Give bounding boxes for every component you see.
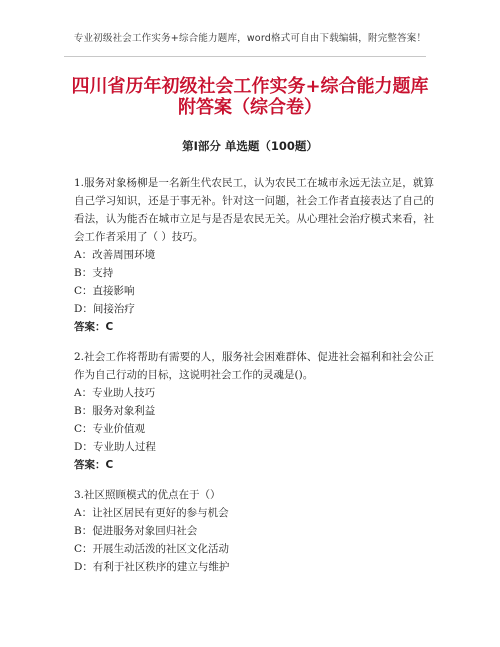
- question-item: [74, 174, 434, 336]
- answer-line: 答案：C: [74, 321, 114, 333]
- question-stem: 3.社区照顾模式的优点在于（）: [74, 489, 221, 501]
- option-c: C：专业价值观: [74, 423, 146, 435]
- question-list: [74, 174, 434, 588]
- question-item: [74, 348, 434, 474]
- answer-line: 答案：C: [74, 459, 114, 471]
- header-divider: [64, 56, 426, 57]
- question-stem: 1.服务对象杨柳是一名新生代农民工，认为农民工在城市永远无法立足，就算自己学习知识，还是于事无补。针对这一问题，社会工作者直接表达了自己的看法，认为能否在城市立足与是否是农民无关。从心理社会治疗模式来看，社会工作者采用了（ ）技巧。: [74, 177, 434, 243]
- option-a: A：专业助人技巧: [74, 387, 156, 399]
- document-title: [30, 76, 470, 118]
- option-a: A：让社区居民有更好的参与机会: [74, 507, 229, 519]
- option-d: D：间接治疗: [74, 303, 135, 315]
- option-b: B：支持: [74, 267, 114, 279]
- option-d: D：有利于社区秩序的建立与维护: [74, 561, 230, 573]
- option-b: B：服务对象利益: [74, 405, 156, 417]
- option-a: A：改善周围环境: [74, 249, 156, 261]
- question-item: [74, 486, 434, 576]
- title-line-2: 附答案（综合卷）: [178, 97, 322, 118]
- option-c: C：直接影响: [74, 285, 135, 297]
- title-line-1: 四川省历年初级社会工作实务+综合能力题库: [71, 76, 429, 97]
- option-b: B：促进服务对象回归社会: [74, 525, 198, 537]
- section-heading: 第I部分 单选题（100题）: [182, 139, 318, 153]
- header-banner: 专业初级社会工作实务+综合能力题库，word格式可自由下载编辑，附完整答案！: [73, 33, 427, 44]
- question-stem: 2.社会工作将帮助有需要的人，服务社会困难群体、促进社会福利和社会公正作为自己行动的目标，这说明社会工作的灵魂是()。: [74, 351, 434, 381]
- option-d: D：专业助人过程: [74, 441, 156, 453]
- option-c: C：开展生动活泼的社区文化活动: [74, 543, 230, 555]
